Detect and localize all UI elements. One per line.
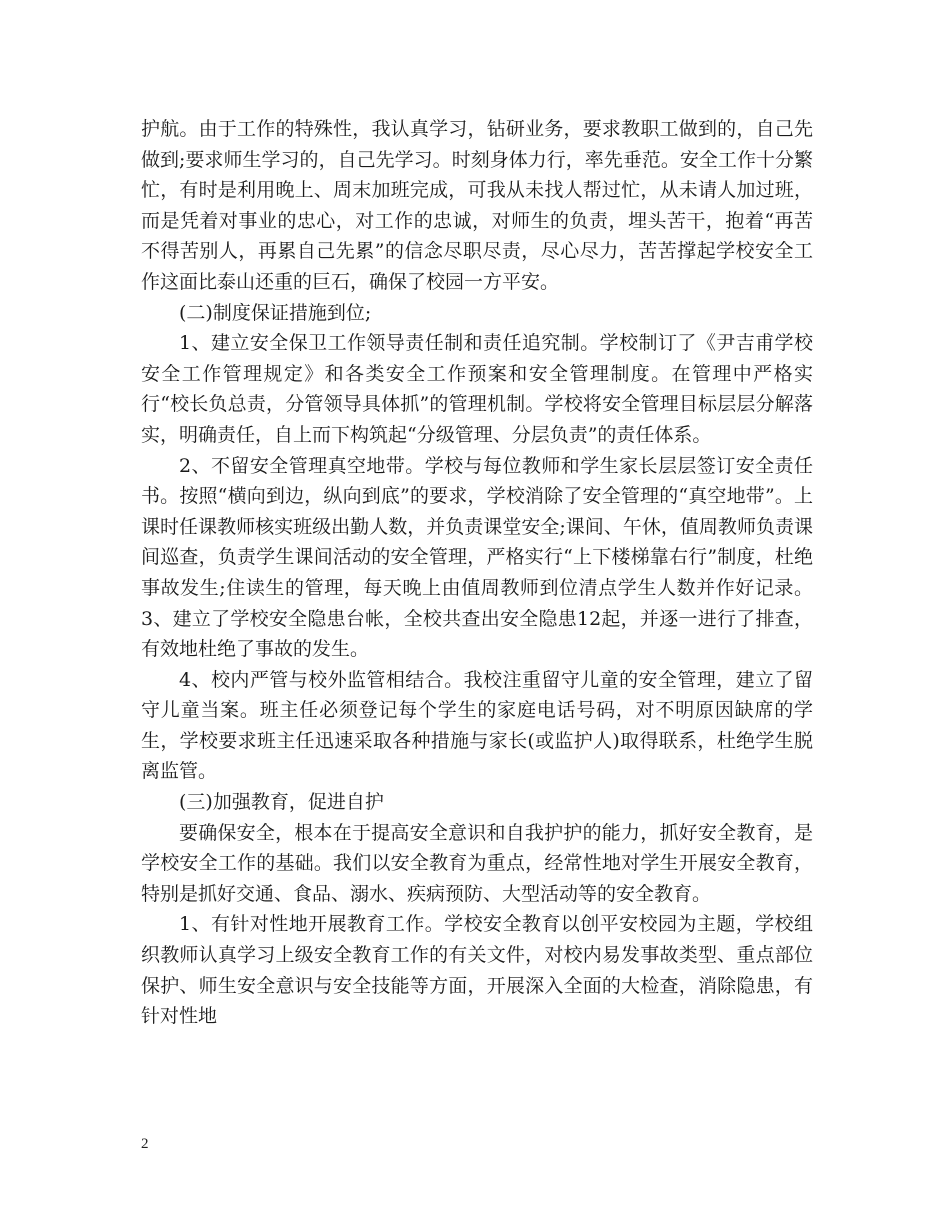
document-body: [141, 114, 813, 1032]
page-number: 2: [141, 1136, 149, 1152]
section-heading-system: (二)制度保证措施到位;: [179, 301, 372, 324]
paragraph-no-vacuum-zone: 2、不留安全管理真空地带。学校与每位教师和学生家长层层签订安全责任书。按照“横向到边，纵向到底”的要求，学校消除了安全管理的“真空地带”。上课时任课教师核实班级出勤人数，并负责课堂安全;课间、午休，值周教师负责课间巡查，负责学生课间活动的安全管理，严格实行“上下楼梯靠右行”制度，杜绝事故发生;住读生的管理，每天晚上由值周教师到位清点学生人数并作好记录。3、建立了学校安全隐患台帐，全校共查出安全隐患12起，并逐一进行了排查，有效地杜绝了事故的发生。: [141, 454, 813, 661]
paragraph-continuation: 护航。由于工作的特殊性，我认真学习，钻研业务，要求教职工做到的，自己先做到;要求师生学习的，自己先学习。时刻身体力行，率先垂范。安全工作十分繁忙，有时是利用晚上、周末加班完成，可我从未找人帮过忙，从未请人加过班，而是凭着对事业的忠心，对工作的忠诚，对师生的负责，埋头苦干，抱着“再苦不得苦别人，再累自己先累”的信念尽职尽责，尽心尽力，苦苦撑起学校安全工作这面比泰山还重的巨石，确保了校园一方平安。: [141, 118, 813, 293]
paragraph-targeted-education: 1、有针对性地开展教育工作。学校安全教育以创平安校园为主题，学校组织教师认真学习上级安全教育工作的有关文件，对校内易发事故类型、重点部位保护、师生安全意识与安全技能等方面，开展深入全面的大检查，消除隐患，有针对性地: [141, 913, 813, 1028]
section-heading-education: (三)加强教育，促进自护: [179, 791, 384, 814]
paragraph-safety-awareness: 要确保安全，根本在于提高安全意识和自我护护的能力，抓好安全教育，是学校安全工作的基础。我们以安全教育为重点，经常性地对学生开展安全教育，特别是抓好交通、食品、溺水、疾病预防、大型活动等的安全教育。: [141, 821, 813, 905]
paragraph-inside-outside-supervision: 4、校内严管与校外监管相结合。我校注重留守儿童的安全管理，建立了留守儿童当案。班主任必须登记每个学生的家庭电话号码，对不明原因缺席的学生，学校要求班主任迅速采取各种措施与家长(或监护人)取得联系，杜绝学生脱离监管。: [141, 668, 813, 783]
paragraph-responsibility-system: 1、建立安全保卫工作领导责任制和责任追究制。学校制订了《尹吉甫学校安全工作管理规定》和各类安全工作预案和安全管理制度。在管理中严格实行“校长负总责，分管领导具体抓”的管理机制。学校将安全管理目标层层分解落实，明确责任，自上而下构筑起“分级管理、分层负责”的责任体系。: [141, 332, 813, 446]
